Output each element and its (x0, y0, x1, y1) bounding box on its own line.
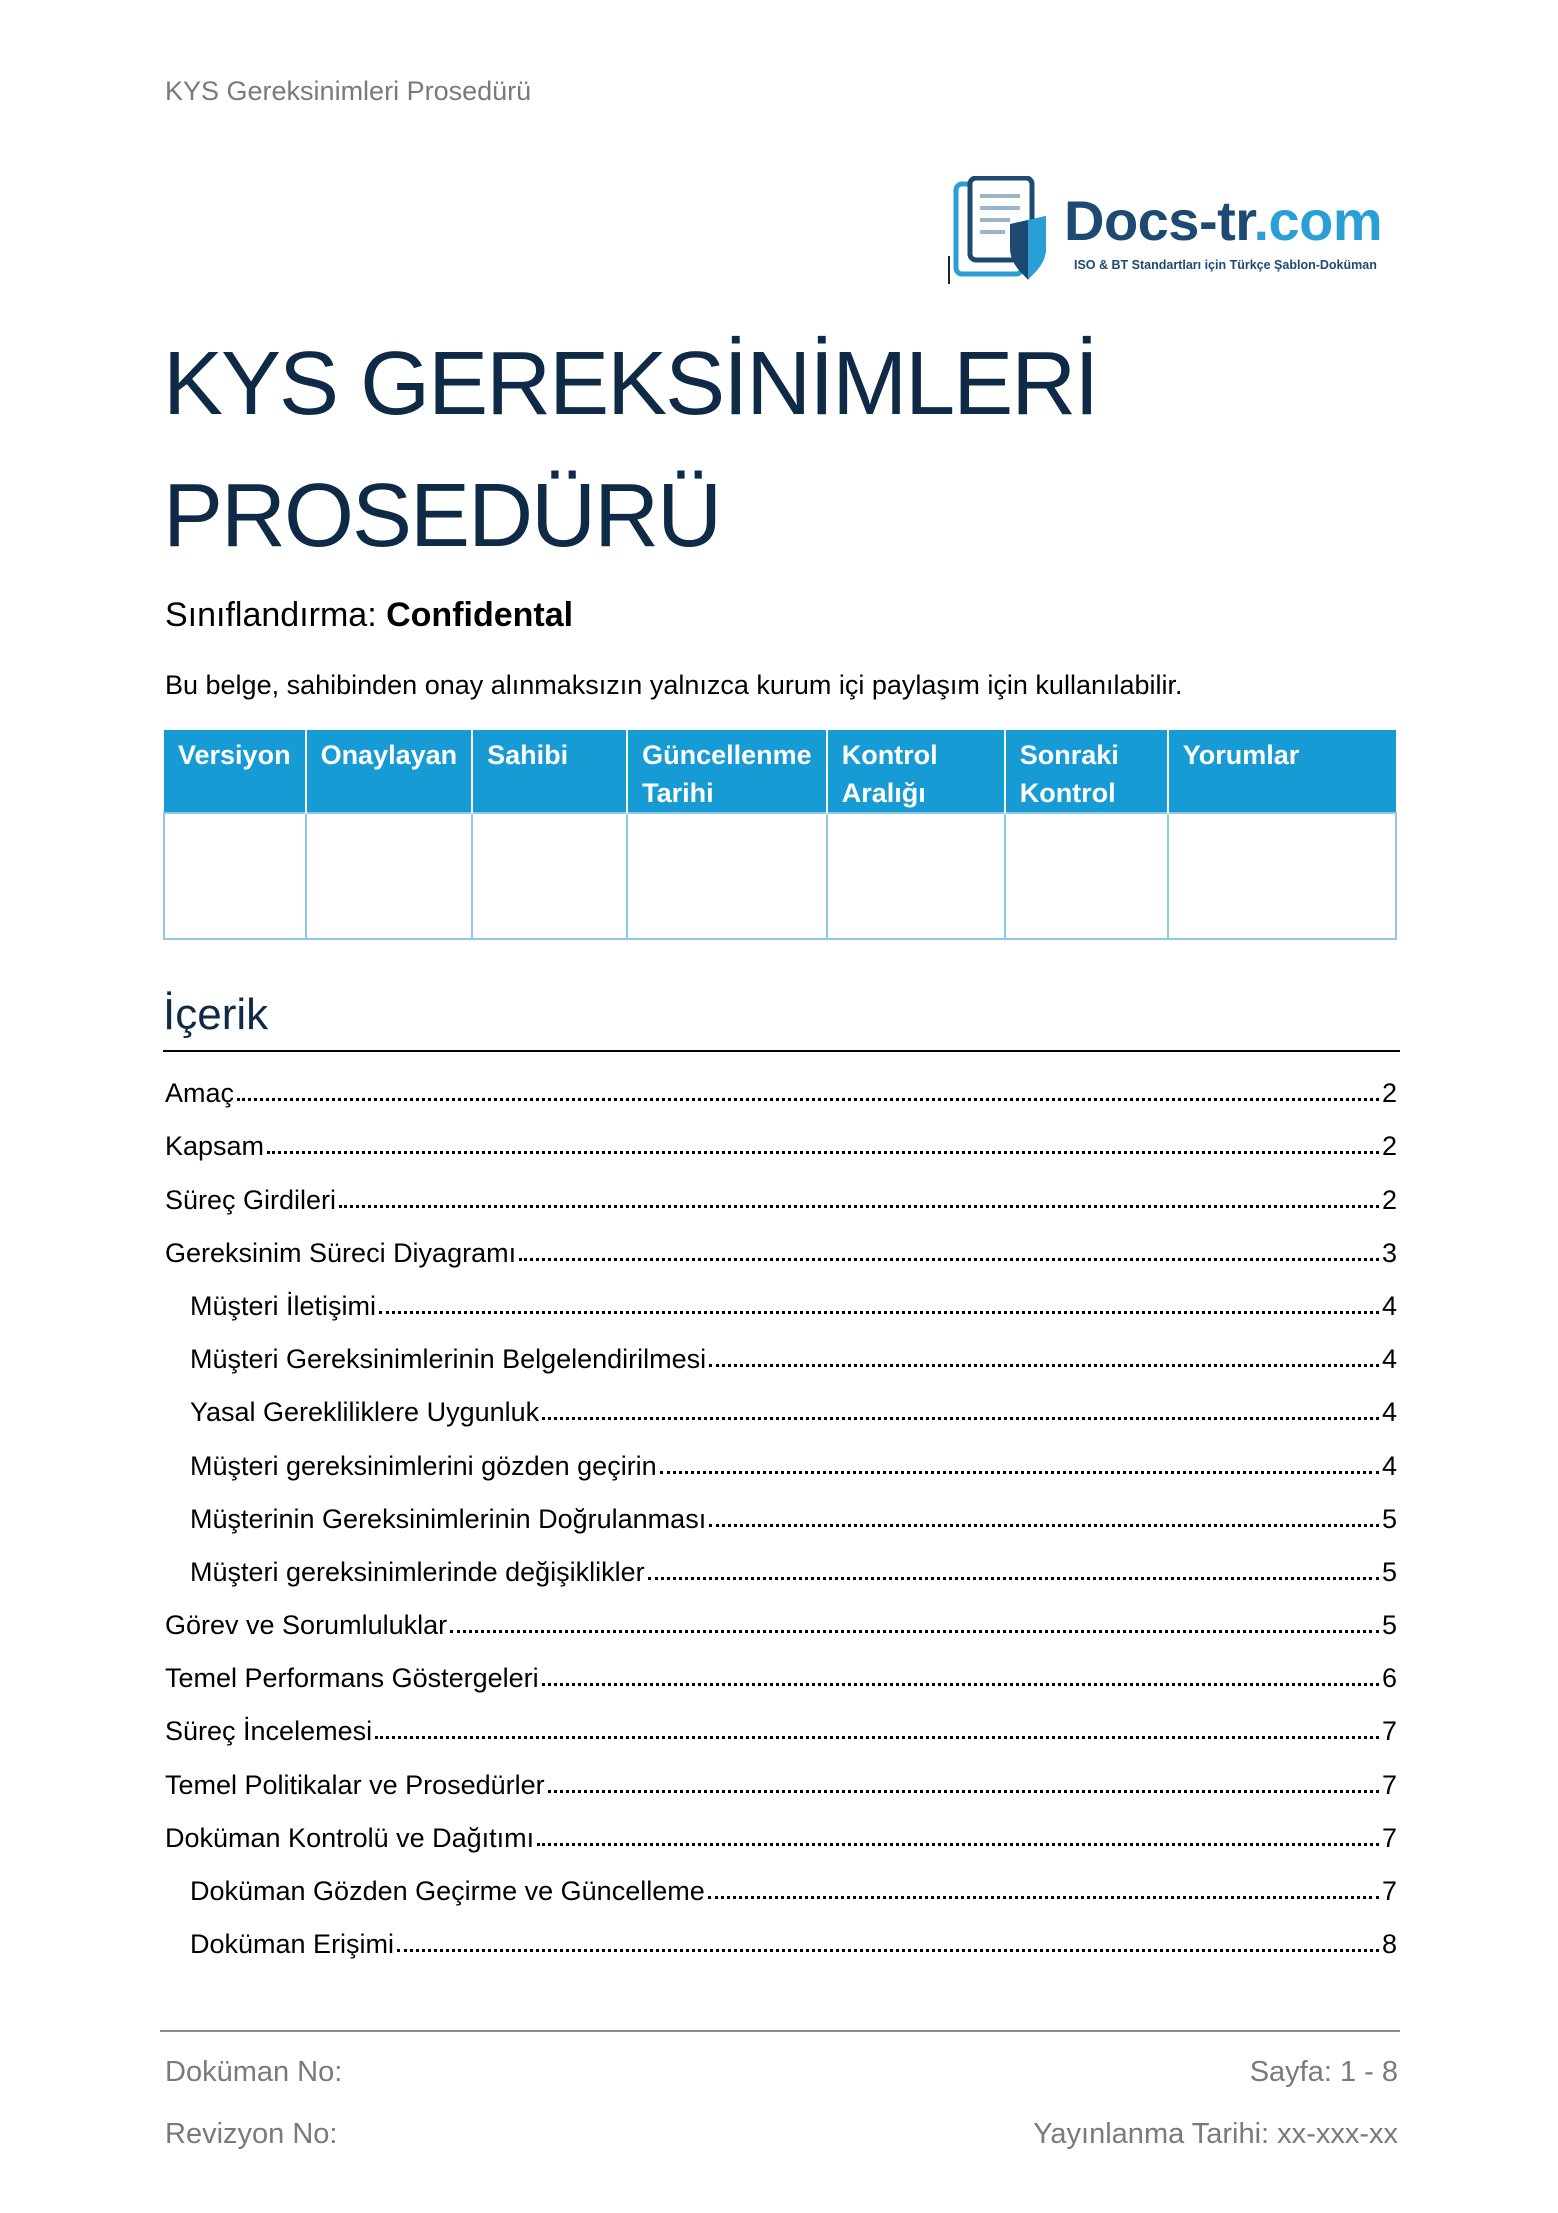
version-table-header-row (164, 730, 1396, 813)
title-line-1: KYS GEREKSİNİMLERİ (163, 334, 1098, 434)
title-line-2: PROSEDÜRÜ (163, 466, 721, 566)
text-cursor (948, 256, 950, 284)
table-cell (827, 813, 1005, 939)
classification-label: Sınıflandırma: (165, 596, 377, 634)
header-guncellenme-tarihi: Güncellenme Tarihi (627, 730, 827, 813)
table-cell (164, 813, 306, 939)
table-cell (1005, 813, 1168, 939)
logo-wordmark: Docs-tr.com (1064, 189, 1383, 252)
toc-item[interactable]: Temel Performans Göstergeleri 6 (165, 1663, 1397, 1694)
toc-subitem[interactable]: Yasal Gerekliliklere Uygunluk 4 (190, 1397, 1397, 1428)
toc-subitem[interactable]: Müşteri gereksinimlerini gözden geçirin 4 (190, 1450, 1397, 1481)
toc-subitem[interactable]: Müşteri İletişimi 4 (190, 1290, 1397, 1321)
toc-item[interactable]: Doküman Kontrolü ve Dağıtımı 7 (165, 1822, 1397, 1853)
footer-publish-date: Yayınlanma Tarihi: xx-xxx-xx (1033, 2118, 1398, 2150)
toc-item[interactable]: Temel Politikalar ve Prosedürler 7 (165, 1769, 1397, 1800)
docs-tr-logo (950, 172, 1400, 292)
header-yorumlar: Yorumlar (1168, 730, 1396, 813)
classification (165, 596, 573, 635)
table-cell (627, 813, 827, 939)
header-kontrol-araligi: Kontrol Aralığı (827, 730, 1005, 813)
header-onaylayan: Onaylayan (306, 730, 473, 813)
toc-divider (163, 1050, 1400, 1052)
toc-item[interactable]: Süreç İncelemesi 7 (165, 1716, 1397, 1747)
version-table (163, 730, 1397, 940)
toc-item[interactable]: Kapsam 2 (165, 1131, 1397, 1162)
header-sonraki-kontrol: Sonraki Kontrol (1005, 730, 1168, 813)
logo-tagline: ISO & BT Standartları için Türkçe Şablon-Doküman (1074, 258, 1377, 272)
table-of-contents (165, 1060, 1397, 1964)
table-cell (306, 813, 473, 939)
toc-item[interactable]: Amaç 2 (165, 1078, 1397, 1109)
toc-subitem[interactable]: Doküman Erişimi 8 (190, 1929, 1397, 1960)
toc-subitem[interactable]: Müşteri gereksinimlerinde değişiklikler 5 (190, 1556, 1397, 1587)
toc-item[interactable]: Görev ve Sorumluluklar 5 (165, 1610, 1397, 1641)
table-cell (472, 813, 627, 939)
toc-subitem[interactable]: Doküman Gözden Geçirme ve Güncelleme 7 (190, 1876, 1397, 1906)
header-sahibi: Sahibi (472, 730, 627, 813)
toc-subitem[interactable]: Müşterinin Gereksinimlerinin Doğrulanması 5 (190, 1503, 1397, 1534)
table-cell (1168, 813, 1396, 939)
classification-value: Confidental (386, 596, 574, 634)
toc-heading: İçerik (163, 990, 269, 1039)
header-versiyon: Versiyon (164, 730, 306, 813)
toc-item[interactable]: Süreç Girdileri 2 (165, 1184, 1397, 1215)
toc-item[interactable]: Gereksinim Süreci Diyagramı 3 (165, 1237, 1397, 1268)
footer-doc-no: Doküman No: (165, 2056, 343, 2088)
footer-revision-no: Revizyon No: (165, 2118, 338, 2150)
footer-page-number: Sayfa: 1 - 8 (1249, 2056, 1398, 2088)
running-header: KYS Gereksinimleri Prosedürü (165, 76, 532, 106)
footer-divider (160, 2030, 1400, 2032)
document-shield-icon (950, 176, 1060, 286)
version-table-row (164, 813, 1396, 939)
document-title (163, 318, 1363, 582)
toc-subitem[interactable]: Müşteri Gereksinimlerinin Belgelendirilmesi 4 (190, 1344, 1397, 1375)
sharing-notice: Bu belge, sahibinden onay alınmaksızın yalnızca kurum içi paylaşım için kullanılabilir. (165, 670, 1183, 700)
